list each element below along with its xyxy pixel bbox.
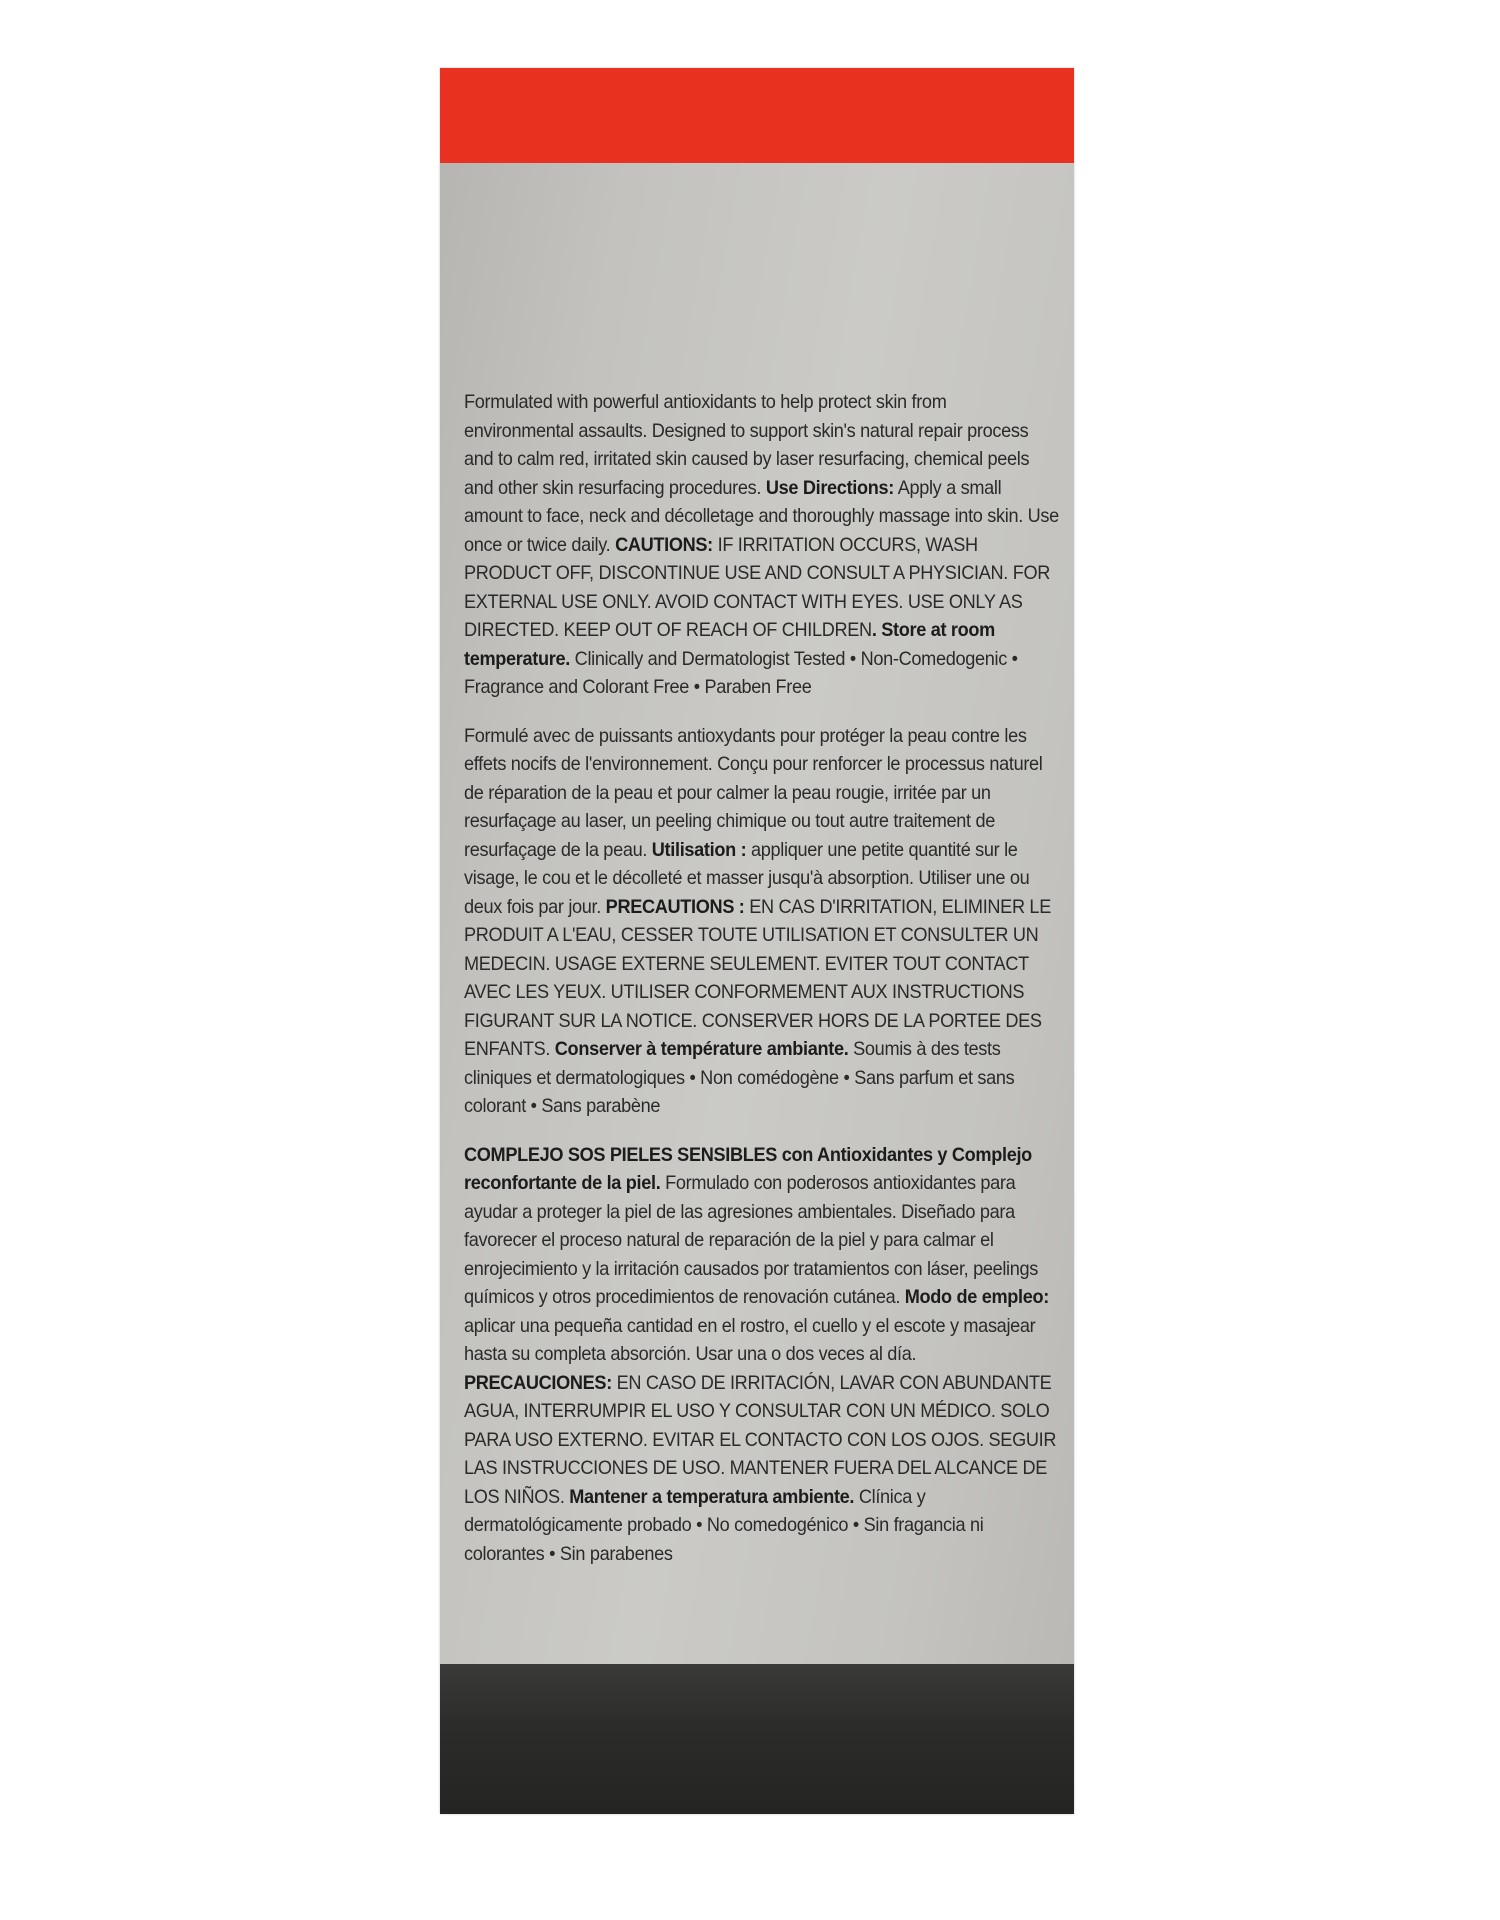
- english-intro: Formulated with powerful antioxidants to help protect skin from environmental assaults. Designed to support skin's natural repair process and to calm red, irritated skin caused by laser resurfacing, chemical peels and other skin resurfacing procedures.: [464, 391, 1030, 499]
- french-store-label: Conserver à température ambiante.: [554, 1038, 849, 1060]
- spanish-intro: Formulado con poderosos antioxidantes para ayudar a proteger la piel de las agresiones ambientales. Diseñado para favorecer el proceso natural de reparación de la piel y para calmar el enrojecimiento y la irritación causados por tratamientos con láser, peelings químicos y otros procedimientos de renovación cutánea.: [464, 1172, 1039, 1308]
- english-cautions-label: CAUTIONS:: [615, 533, 713, 556]
- spanish-cautions-text: EN CASO DE IRRITACIÓN, LAVAR CON ABUNDANTE AGUA, INTERRUMPIR EL USO Y CONSULTAR CON UN MÉDICO. SOLO PARA USO EXTERNO. EVITAR EL CONTACTO CON LOS OJOS. SEGUIR LAS INSTRUCCIONES DE USO. MANTENER FUERA DEL ALCANCE DE LOS NIÑOS.: [464, 1371, 1057, 1508]
- english-paragraph: [464, 388, 1059, 702]
- french-use-label: Utilisation :: [651, 838, 747, 861]
- french-cautions-label: PRECAUTIONS :: [605, 895, 745, 918]
- spanish-store-label: Mantener a temperatura ambiente.: [569, 1485, 855, 1508]
- bottom-dark-band: [440, 1664, 1074, 1814]
- french-cautions-text: EN CAS D'IRRITATION, ELIMINER LE PRODUIT A L'EAU, CESSER TOUTE UTILISATION ET CONSULTER UN MEDECIN. USAGE EXTERNE SEULEMENT. EVITER TOUT CONTACT AVEC LES YEUX. UTILISER CONFORMEMENT AUX INSTRUCTIONS FIGURANT SUR LA NOTICE. CONSERVER HORS DE LA PORTEE DES ENFANTS.: [464, 895, 1051, 1060]
- spanish-title: COMPLEJO SOS PIELES SENSIBLES con Antioxidantes y Complejo reconfortante de la piel.: [464, 1143, 1032, 1194]
- spanish-claims: Clínica y dermatológicamente probado • No comedogénico • Sin fragancia ni colorantes • Sin parabenes: [464, 1485, 984, 1565]
- top-red-band: [440, 68, 1074, 163]
- spanish-use-label: Modo de empleo:: [904, 1286, 1049, 1308]
- french-use-text: appliquer une petite quantité sur le visage, le cou et le décolleté et masser jusqu'à absorption. Utiliser une ou deux fois par jour.: [464, 838, 1030, 918]
- french-claims: Soumis à des tests cliniques et dermatologiques • Non comédogène • Sans parfum et sans colorant • Sans parabène: [464, 1038, 1015, 1117]
- english-cautions-text: IF IRRITATION OCCURS, WASH PRODUCT OFF, DISCONTINUE USE AND CONSULT A PHYSICIAN. FOR EXTERNAL USE ONLY. AVOID CONTACT WITH EYES. USE ONLY AS DIRECTED. KEEP OUT OF REACH OF CHILDREN: [464, 533, 1051, 641]
- spanish-use-text: aplicar una pequeña cantidad en el rostro, el cuello y el escote y masajear hasta su completa absorción. Usar una o dos veces al día.: [464, 1314, 1036, 1365]
- french-paragraph: [464, 722, 1059, 1121]
- product-box-back-panel: [440, 68, 1074, 1814]
- english-claims: Clinically and Dermatologist Tested • Non-Comedogenic • Fragrance and Colorant Free • Paraben Free: [464, 647, 1018, 698]
- spanish-paragraph: [464, 1141, 1059, 1569]
- french-intro: Formulé avec de puissants antioxydants pour protéger la peau contre les effets nocifs de l'environnement. Conçu pour renforcer le processus naturel de réparation de la peau et pour calmer la peau rougie, irritée par un resurfaçage au laser, un peeling chimique ou tout autre traitement de resurfaçage de la peau.: [464, 724, 1043, 861]
- english-store-label: . Store at room temperature.: [464, 619, 995, 670]
- spanish-cautions-label: PRECAUCIONES:: [464, 1371, 612, 1394]
- label-text-area: [464, 388, 1059, 1588]
- english-use-label: Use Directions:: [765, 476, 894, 499]
- english-use-text: Apply a small amount to face, neck and décolletage and thoroughly massage into skin. Use once or twice daily.: [464, 476, 1059, 556]
